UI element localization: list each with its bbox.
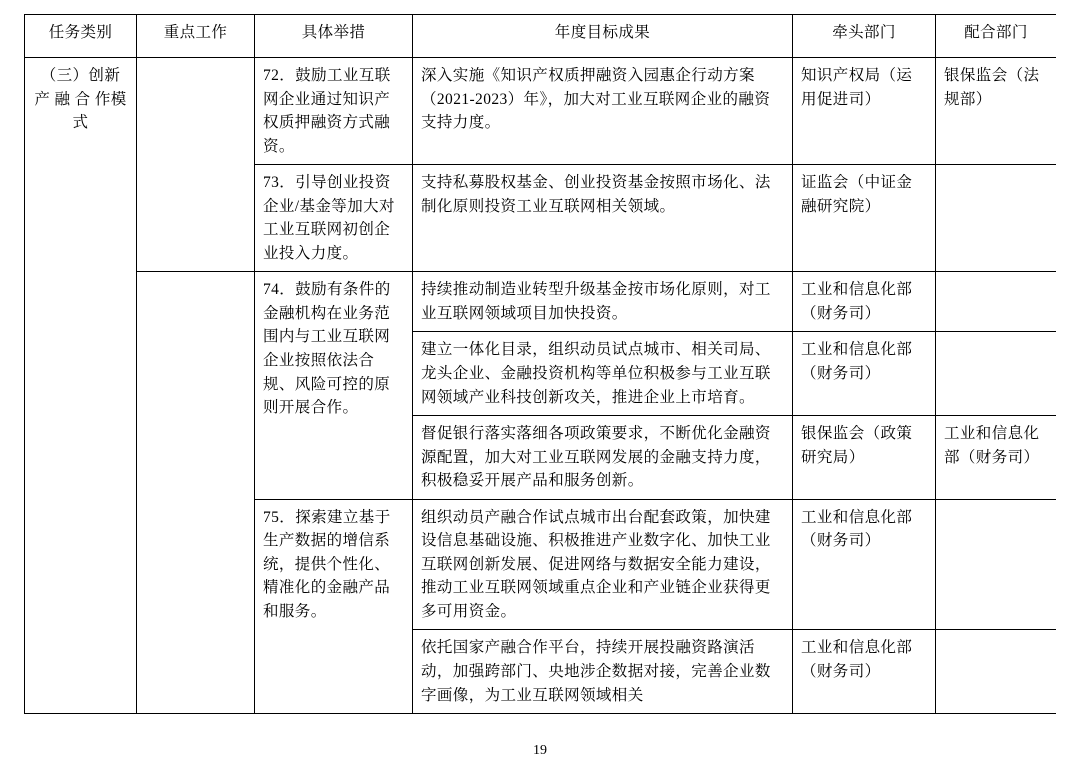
cell-support-department (936, 165, 1057, 272)
column-header-task-category: 任务类别 (25, 15, 137, 58)
table-clip-region (24, 14, 1056, 721)
cell-specific-measure: 72．鼓励工业互联网企业通过知识产权质押融资方式融资。 (255, 58, 413, 165)
table-header-row (25, 15, 1057, 58)
cell-task-category: （三）创新产 融 合 作模式 (25, 58, 137, 714)
table-row (25, 58, 1057, 165)
cell-annual-target: 支持私募股权基金、创业投资基金按照市场化、法制化原则投资工业互联网相关领域。 (413, 165, 793, 272)
cell-key-work-empty-top (137, 58, 255, 272)
cell-lead-department: 工业和信息化部（财务司） (793, 499, 936, 630)
column-header-annual-target: 年度目标成果 (413, 15, 793, 58)
cell-support-department: 工业和信息化部（财务司） (936, 416, 1057, 500)
column-header-lead-department: 牵头部门 (793, 15, 936, 58)
cell-annual-target: 持续推动制造业转型升级基金按市场化原则，对工业互联网领域项目加快投资。 (413, 272, 793, 332)
column-header-support-department: 配合部门 (936, 15, 1057, 58)
cell-support-department (936, 272, 1057, 332)
table-row (25, 272, 1057, 332)
column-header-specific-measure: 具体举措 (255, 15, 413, 58)
cell-support-department (936, 630, 1057, 714)
column-header-key-work: 重点工作 (137, 15, 255, 58)
cell-lead-department: 银保监会（政策研究局） (793, 416, 936, 500)
cell-key-work-empty-bottom (137, 272, 255, 714)
cell-specific-measure: 74．鼓励有条件的金融机构在业务范围内与工业互联网企业按照依法合规、风险可控的原则开展合作。 (255, 272, 413, 499)
cell-specific-measure: 75．探索建立基于生产数据的增信系统，提供个性化、精准化的金融产品和服务。 (255, 499, 413, 713)
cell-support-department (936, 499, 1057, 630)
cell-lead-department: 工业和信息化部（财务司） (793, 332, 936, 416)
cell-annual-target: 建立一体化目录，组织动员试点城市、相关司局、龙头企业、金融投资机构等单位积极参与工业互联网领域产业科技创新攻关，推进企业上市培育。 (413, 332, 793, 416)
cell-lead-department: 知识产权局（运用促进司） (793, 58, 936, 165)
cell-annual-target: 督促银行落实落细各项政策要求，不断优化金融资源配置，加大对工业互联网发展的金融支持力度，积极稳妥开展产品和服务创新。 (413, 416, 793, 500)
cell-annual-target: 深入实施《知识产权质押融资入园惠企行动方案（2021-2023）年》，加大对工业互联网企业的融资支持力度。 (413, 58, 793, 165)
page-number: 19 (533, 743, 547, 758)
cell-annual-target: 组织动员产融合作试点城市出台配套政策，加快建设信息基础设施、积极推进产业数字化、加快工业互联网创新发展、促进网络与数据安全能力建设，推动工业互联网领域重点企业和产业链企业获得更多可用资金。 (413, 499, 793, 630)
policy-measures-table (24, 14, 1056, 714)
cell-lead-department: 工业和信息化部（财务司） (793, 272, 936, 332)
cell-lead-department: 证监会（中证金融研究院） (793, 165, 936, 272)
table-header (25, 15, 1057, 58)
cell-annual-target: 依托国家产融合作平台，持续开展投融资路演活动，加强跨部门、央地涉企数据对接，完善企业数字画像，为工业互联网领域相关 (413, 630, 793, 714)
cell-lead-department: 工业和信息化部（财务司） (793, 630, 936, 714)
cell-support-department (936, 332, 1057, 416)
table-body (25, 58, 1057, 714)
cell-specific-measure: 73．引导创业投资企业/基金等加大对工业互联网初创企业投入力度。 (255, 165, 413, 272)
cell-support-department: 银保监会（法规部） (936, 58, 1057, 165)
